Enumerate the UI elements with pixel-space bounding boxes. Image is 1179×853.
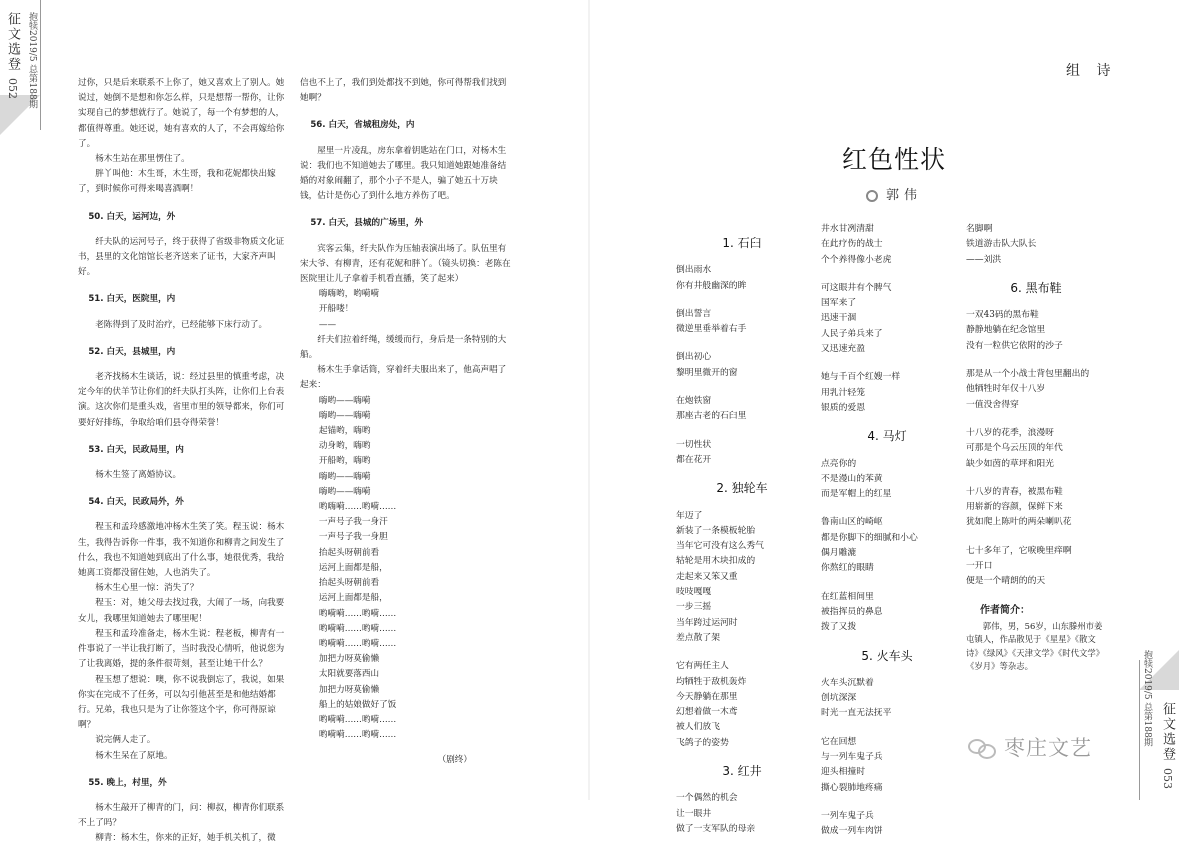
poem-line: 倒出誓言 (676, 308, 712, 319)
watermark (968, 732, 1092, 762)
paragraph: 老陈得到了及时治疗，已经能够下床行动了。 (95, 319, 268, 330)
poem-line: 一列车鬼子兵 (821, 810, 874, 821)
paragraph: 程玉：对，她父母去找过我，大闹了一场，向我要女儿，我哪里知道她去了哪里呢！ (78, 598, 285, 624)
stanza (676, 394, 808, 425)
poem-line: 被人们放飞 (676, 722, 720, 733)
poem-body (821, 676, 953, 840)
bio-heading: 作者简介： (980, 604, 1030, 616)
poem-body (676, 791, 808, 837)
poem-heading: 3. 红井 (722, 764, 762, 779)
poem-line: 做了一支军队的母亲 (676, 823, 756, 834)
poem-line: 没有一粒供它依附的沙子 (966, 340, 1063, 351)
poem-line: 你熬红的眼睛 (821, 563, 874, 574)
column-title: 征文选登 (1160, 702, 1175, 762)
lyric-line: 哟嗬嗬……哟嗬…… (318, 623, 397, 634)
poem-line: 在红蓝相间里 (821, 591, 874, 602)
poem-line: 十八岁的青春，被黑布鞋 (966, 486, 1063, 497)
poem-line: 让一眼井 (676, 808, 712, 819)
poem-line: 微逆里垂举着右手 (676, 324, 747, 335)
poem-line: 你有井般幽深的眸 (676, 280, 747, 291)
poem-line: 迅速干涸 (821, 313, 857, 324)
lyric-line: 嗨哟——嗨嗬 (318, 486, 371, 497)
poem-line: 火车头沉默着 (821, 677, 874, 688)
tab-edge-line (1139, 660, 1140, 800)
paragraph: 杨木生站在那里愣住了。 (95, 154, 190, 165)
paragraph: 程玉和孟玲感激地冲杨木生笑了笑。程玉说：杨木生，我得告诉你一件事，我不知道你和柳青之间发生了什么，我也不知道她到底出了什么事，她很优秀，我给她离工资都没留住她，人也消失了。 (78, 522, 285, 579)
stanza (821, 809, 953, 840)
poem-line: 一步三摇 (676, 602, 712, 613)
page-number: 053 (1161, 768, 1174, 789)
stanza (966, 485, 1106, 531)
poem-line: 她与千百个红嫂一样 (821, 372, 901, 383)
poem-line: 可这眼井有个脾气 (821, 282, 892, 293)
stanza (966, 544, 1106, 590)
poem-body (676, 509, 808, 751)
issue-info: 抱犊2019/5 总第188期 (27, 12, 37, 109)
song-lyrics (300, 394, 512, 744)
lyric-line: 起锚哟，嗨哟 (318, 426, 371, 437)
stanza (676, 659, 808, 751)
poem-line: 创坑深深 (821, 693, 857, 704)
poem-column-3 (966, 222, 1106, 674)
watermark-text: 枣庄文艺 (1004, 736, 1092, 760)
poem-line: 那是从一个小战士背包里翻出的 (966, 369, 1090, 380)
lyric-line: 运河上面都是船， (318, 562, 388, 573)
poem-title: 红色性状 (842, 145, 947, 174)
lyric-line: 开船哟，嗨哟 (318, 456, 371, 467)
lyric-line: 太阳就要落西山 (318, 669, 380, 680)
poem-line: 银质的爱恩 (821, 402, 865, 413)
poem-line: 他牺牲时年仅十八岁 (966, 384, 1046, 395)
poem-heading: 6. 黑布鞋 (1010, 280, 1062, 295)
stanza (966, 222, 1106, 268)
poem-line: 飞鸽子的姿势 (676, 737, 729, 748)
scene-heading: 50. 白天，运河边，外 (88, 211, 176, 222)
poem-line: 拨了又拨 (821, 622, 857, 633)
poem-line: 当年跨过运河时 (676, 617, 738, 628)
poem-line: 年迈了 (676, 510, 703, 521)
stanza (676, 438, 808, 469)
author-bio: 郭伟，男，56岁，山东滕州市姜屯镇人，作品散见于《星星》《散文诗》《绿风》《天津文学》《时代文学》《岁月》等杂志。 (966, 620, 1105, 672)
poem-line: 与一列车鬼子兵 (821, 752, 883, 763)
text-column-a (78, 76, 288, 847)
lyric-line: 哟嗬嗬……哟嗬…… (318, 730, 397, 741)
author-name: 郭伟 (886, 188, 923, 203)
poem-line: 一开口 (966, 561, 993, 572)
paragraph: 杨木生敲开了柳青的门，问：柳叔，柳青你们联系不上了吗？ (78, 802, 285, 829)
scene-heading: 55. 晚上，村里，外 (88, 777, 167, 788)
stanza (821, 735, 953, 796)
stanza (821, 281, 953, 357)
lyric-line: 嗨哟——嗨嗬 (318, 471, 371, 482)
lyric-line: 哟嗬嗬……哟嗬…… (318, 638, 397, 649)
scene-heading: 56. 白天，省城租房处，内 (310, 120, 415, 131)
poem-line: 差点散了架 (676, 632, 720, 643)
column-title: 征文选登 (5, 12, 20, 72)
tab-edge-line (40, 0, 41, 130)
poem-line: 铁道游击队大队长 (966, 239, 1037, 250)
poem-line: 鲁南山区的崎岖 (821, 517, 883, 528)
poem-line: 在此疗伤的战士 (821, 239, 883, 250)
stanza (821, 457, 953, 503)
poem-heading: 5. 火车头 (861, 648, 913, 663)
stanza (676, 350, 808, 381)
stanza (966, 426, 1106, 472)
poem-line: 国军来了 (821, 298, 857, 309)
poem-column-1 (676, 228, 808, 850)
lyric-line: 动身哟，嗨哟 (318, 441, 371, 452)
paragraph: 信也不上了，我们到处都找不到她，你可得帮我们找到她啊？ (300, 78, 507, 104)
lyric-line: 抬起头呀朝前看 (318, 547, 380, 558)
section-label: 组 诗 (1066, 63, 1117, 79)
lyric-line: 哟嗬嗬……哟嗬…… (318, 714, 397, 725)
paragraph: 杨木生手拿话筒，穿着纤夫服出来了，他高声唱了起来： (300, 365, 507, 391)
stanza (676, 509, 808, 647)
poem-line: 在炮铁窗 (676, 396, 712, 407)
lyric-line: 加把力呀莫偷懒 (318, 684, 380, 695)
poem-line: 倒出初心 (676, 352, 712, 363)
stanza (821, 370, 953, 416)
paragraph: 程玉和孟玲准备走，杨木生说：程老板，柳青有一件事说了一半让我打断了，当时我没心情听，他说您为了让我离婚，提的条件很苛刻，甚至让她干什么？ (78, 628, 285, 670)
paragraph: 宾客云集，纤夫队作为压轴表演出场了。队伍里有宋大爷、有柳青，还有花妮和胖丫。（镜头切换：老陈在医院里让儿子拿着手机看直播，笑了起来） (300, 243, 511, 285)
poem-line: 均牺牲于敌机轰炸 (676, 676, 747, 687)
poem-heading: 4. 马灯 (867, 429, 907, 444)
stanza (821, 676, 953, 722)
poem-line: 做成一列车肉饼 (821, 826, 883, 837)
paragraph: 杨木生呆在了原地。 (95, 750, 173, 761)
poem-body (676, 263, 808, 468)
poem-line: 可那是个乌云压顶的年代 (966, 443, 1063, 454)
poem-heading: 2. 独轮车 (716, 481, 768, 496)
poem-line: 那座古老的石臼里 (676, 411, 747, 422)
poem-line: 新装了一条模板轮胎 (676, 525, 756, 536)
poem-line: 人民子弟兵来了 (821, 328, 883, 339)
poem-line: 今天静躺在那里 (676, 691, 738, 702)
lyric-line: 运河上面都是船， (318, 593, 388, 604)
circle-bullet-icon (866, 190, 878, 202)
poem-line: 犹如爬上陈叶的两朵喇叭花 (966, 517, 1072, 528)
stanza (966, 367, 1106, 413)
author-line (866, 184, 922, 203)
poem-line: 又迅速充盈 (821, 344, 865, 355)
poem-line: 名脚啊 (966, 224, 993, 234)
poem-body (966, 308, 1106, 589)
poem-line: 它在回想 (821, 736, 857, 747)
lyric-line: 开船喽！ (318, 304, 354, 315)
poem-line: 当年它可没有这么秀气 (676, 541, 764, 552)
poem-line: 井水甘冽清甜 (821, 224, 874, 234)
poem-heading: 1. 石臼 (722, 236, 762, 250)
stanza (966, 308, 1106, 354)
poem-line: 一双43码的黑布鞋 (966, 310, 1039, 321)
poem-body (966, 222, 1106, 268)
lyric-line: 抬起头呀朝前看 (318, 578, 380, 589)
poem-line: 迎头相撞时 (821, 767, 865, 778)
poem-line: 个个养得像小老虎 (821, 254, 892, 265)
paragraph: 说完俩人走了。 (95, 735, 156, 746)
paragraph: 胖丫叫他：木生哥，木生哥，我和花妮都快出嫁了，到时候你可得来喝喜酒啊！ (78, 169, 276, 195)
poem-line: 时光一直无法抚平 (821, 708, 892, 719)
lyric-line: 嗨哟——嗨嗬 (318, 410, 371, 421)
lyric-line: 嗨哟——嗨嗬 (318, 395, 371, 406)
stanza (821, 222, 953, 268)
lyric-line: 一声号子我一身汗 (318, 517, 388, 528)
right-side-tab (1139, 650, 1179, 800)
poem-line: 七十多年了，它唳晚里痒啊 (966, 545, 1072, 556)
poem-column-2 (821, 222, 953, 853)
lyric-line: 一声号子我一身胆 (318, 532, 388, 543)
poem-line: ——刘洪 (966, 254, 1002, 265)
poem-line: 轱轮是用木块扣成的 (676, 556, 756, 567)
paragraph: 纤夫们拉着纤绳，缓缓而行，身后是一条特别的大船。 (300, 334, 507, 361)
poem-line: 倒出雨水 (676, 265, 712, 276)
scene-heading: 52. 白天，县城里，内 (88, 346, 176, 357)
scene-heading: 51. 白天，医院里，内 (88, 294, 176, 305)
poem-body (821, 457, 953, 636)
poem-line: 幻想着做一木鸢 (676, 707, 738, 718)
poem-line: 黎明里微开的窗 (676, 367, 738, 378)
paragraph: 程玉想了想说：噢，你不说我倒忘了，我说，如果你实在完成不了任务，可以勾引他甚至是和他结婚都行。兄弟，我也只是为了让你签这个字，你可得原谅啊？ (78, 674, 285, 731)
stanza (821, 590, 953, 636)
issue-info: 抱犊2019/5 总第188期 (1142, 650, 1152, 747)
poem-body (821, 222, 953, 416)
song-lyrics (300, 287, 512, 333)
paragraph: 杨木生签了离婚协议。 (95, 470, 182, 481)
poem-line: 缺少如茵的草坪和阳光 (966, 458, 1054, 469)
lyric-line: 哟嗬嗬……哟嗬…… (318, 608, 397, 619)
poem-line: 而是军帽上的红星 (821, 489, 892, 500)
lyric-line: 哟嗨嗬……哟嗬…… (318, 502, 397, 513)
lyric-line: 嗨嗨哟，哟嗬嗬 (318, 289, 380, 300)
stanza (676, 307, 808, 338)
poem-line: 偶月雕漉 (821, 548, 857, 559)
poem-line: 吱吱嘎嘎 (676, 587, 712, 598)
poem-line: 走起来又笨又重 (676, 571, 738, 582)
lyric-line: 加把力呀莫偷懒 (318, 654, 380, 665)
wechat-icon (968, 737, 998, 757)
poem-line: 用乳汁轻笼 (821, 387, 865, 398)
stanza (676, 791, 808, 837)
paragraph: 柳青：杨木生，你来的正好，她手机关机了，微 (95, 833, 276, 844)
paragraph: 杨木生心里一惊：消失了？ (95, 583, 199, 594)
paragraph: 屋里一片凌乱，房东拿着钥匙站在门口，对杨木生说：我们也不知道她去了哪里。我只知道她跟她准备结婚的对象闹翻了，那个小子不是人，骗了她五十万块钱，估计是伤心了到什么地方养伤了吧。 (300, 145, 507, 202)
separator-dash: —— (318, 319, 337, 330)
poem-line: 用崭新的容颜，保鲜下来 (966, 502, 1063, 513)
poem-line: 十八岁的花季，浪漫呀 (966, 427, 1054, 438)
text-column-b (300, 76, 512, 769)
lyric-line: 船上的姑娘做好了饭 (318, 699, 397, 710)
scene-heading: 57. 白天，县城的广场里，外 (310, 218, 424, 229)
stanza (821, 515, 953, 576)
poem-line: 它有两任主人 (676, 661, 729, 672)
poem-line: 一切性状 (676, 439, 712, 450)
poem-line: 都是你脚下的细腻和小心 (821, 532, 918, 543)
stanza (676, 263, 808, 294)
paragraph: 老齐找杨木生谈话，说：经过县里的慎重考虑，决定今年的伏羊节让你们的纤夫队打头阵，让你们上台表演。这次你们是重头戏，省里市里的领导都来，你们可要好好排练，争取给咱们县夺得荣誉！ (78, 372, 285, 428)
poem-line: 一个偶然的机会 (676, 793, 738, 804)
poem-line: 点亮你的 (821, 458, 857, 469)
paragraph: 纤夫队的运河号子，终于获得了省级非物质文化证书，县里的文化馆馆长老齐送来了证书，大家齐声叫好。 (78, 236, 285, 278)
poem-line: 都在花开 (676, 454, 712, 465)
left-side-tab (0, 0, 40, 130)
left-page (0, 0, 590, 844)
page-number: 052 (6, 78, 19, 99)
poem-line: 不是漫山的苯黄 (821, 473, 883, 484)
poem-line: 静静地躺在纪念馆里 (966, 325, 1046, 336)
poem-line: 一值没舍得穿 (966, 399, 1019, 410)
poem-line: 撕心裂肺地疼痛 (821, 782, 883, 793)
end-mark: （剧终） (437, 755, 472, 766)
scene-heading: 54. 白天，民政局外，外 (88, 497, 184, 508)
poem-line: 被指挥员的鼻息 (821, 606, 883, 617)
scene-heading: 53. 白天，民政局里，内 (88, 444, 184, 455)
poem-line: 便是一个晴朗的的天 (966, 576, 1046, 587)
paragraph: 过你，只是后来联系不上你了，她又喜欢上了别人。她说过，她倒不是想和你怎么样，只是想帮一帮你，让你实现自己的梦想就行了。她说了，每一个有梦想的人，都值得尊重。她还说，她有喜欢的人了，不会再嫁给你了。 (78, 78, 285, 149)
